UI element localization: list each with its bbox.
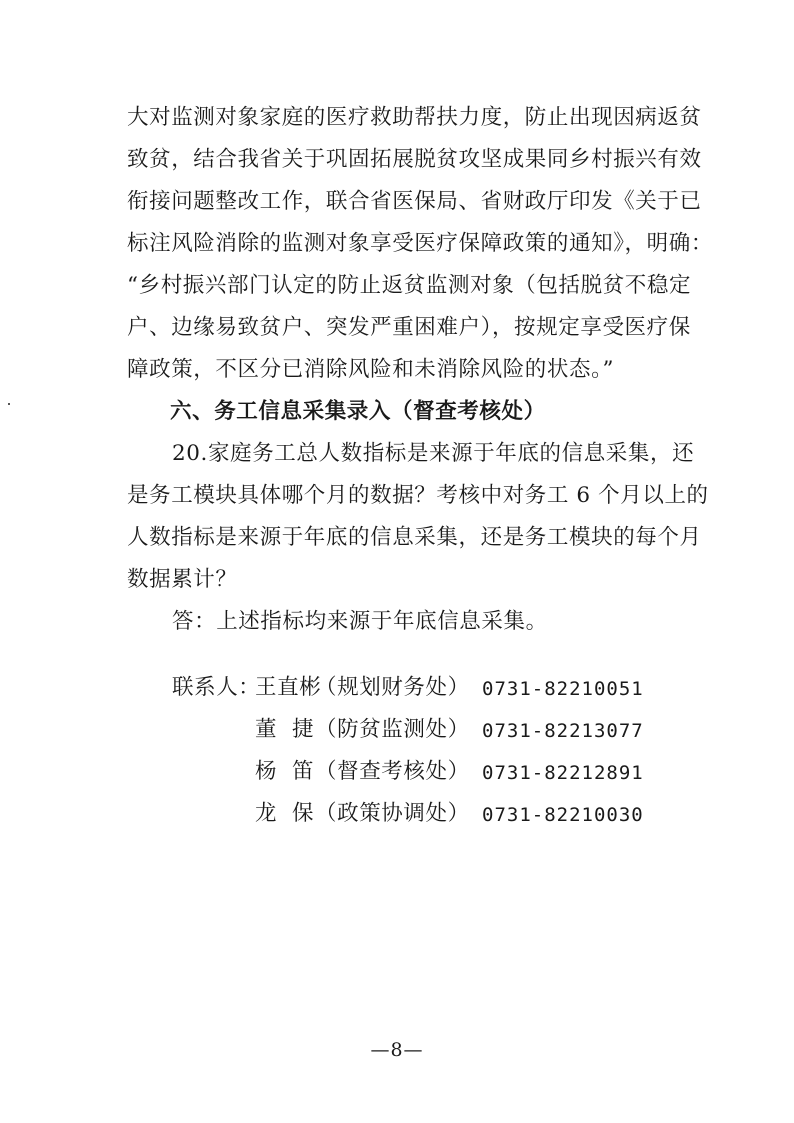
contact-name: 董 捷 [255, 717, 315, 742]
contact-phone: 0731-82213077 [482, 720, 644, 742]
margin-mark [8, 403, 10, 405]
text-line: 是务工模块具体哪个月的数据？考核中对务工 6 个月以上的 [127, 483, 709, 508]
contact-name: 王直彬 [255, 675, 322, 700]
contact-label: 联系人： [172, 675, 261, 700]
contact-name: 龙 保 [255, 801, 315, 826]
contact-phone: 0731-82210051 [482, 678, 644, 700]
contact-phone: 0731-82212891 [482, 762, 644, 784]
text-line: 大对监测对象家庭的医疗救助帮扶力度，防止出现因病返贫 [127, 105, 702, 130]
contact-department: （督查考核处） [315, 759, 470, 784]
text-line: 致贫，结合我省关于巩固拓展脱贫攻坚成果同乡村振兴有效 [127, 147, 702, 172]
text-line: 人数指标是来源于年底的信息采集，还是务工模块的每个月 [127, 525, 702, 550]
text-line: “乡村振兴部门认定的防止返贫监测对象（包括脱贫不稳定 [127, 273, 692, 298]
text-line: 标注风险消除的监测对象享受医疗保障政策的通知》，明确： [127, 231, 713, 256]
contact-name: 杨 笛 [255, 759, 315, 784]
text-line: 障政策，不区分已消除风险和未消除风险的状态。” [127, 357, 615, 382]
contact-department: （政策协调处） [315, 801, 470, 826]
contact-phone: 0731-82210030 [482, 804, 644, 826]
text-line: 衔接问题整改工作，联合省医保局、省财政厅印发《关于已 [127, 189, 702, 214]
section-heading: 六、务工信息采集录入（督查考核处） [170, 399, 546, 424]
text-line: 户、边缘易致贫户、突发严重困难户），按规定享受医疗保 [127, 315, 691, 340]
answer-text: 答：上述指标均来源于年底信息采集。 [172, 609, 548, 634]
page-number: —8— [370, 1039, 424, 1061]
text-line: 数据累计？ [127, 567, 238, 592]
contact-department: （规划财务处） [315, 675, 470, 700]
text-line: 20.家庭务工总人数指标是来源于年底的信息采集，还 [172, 441, 695, 466]
contact-department: （防贫监测处） [315, 717, 470, 742]
